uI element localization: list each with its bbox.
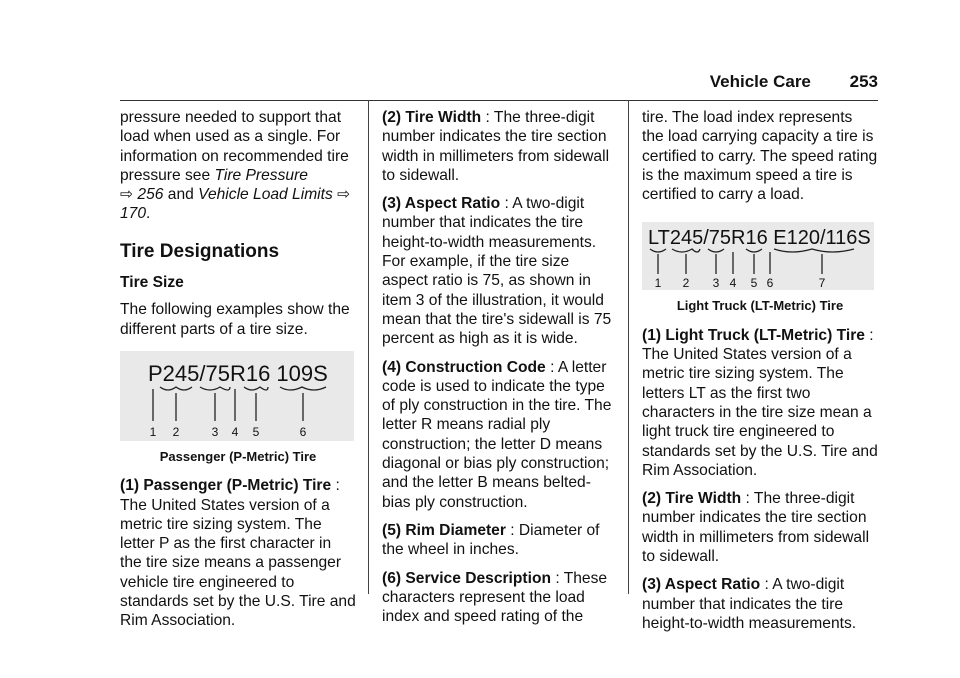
tire-code-text: LT245/75R16 E120/116S [648, 227, 871, 250]
light-truck-tire-figure [642, 222, 874, 290]
passenger-tire-figure [120, 351, 354, 441]
item-label: (3) Aspect Ratio [642, 576, 761, 594]
header-rule [120, 100, 878, 101]
callout-number-2: 2 [682, 276, 690, 291]
bracket [280, 387, 326, 390]
callout-number-5: 5 [252, 424, 260, 439]
callout-number-4: 4 [231, 424, 239, 439]
item-text: A letter code is used to indicate the type of ply construction in the tire. The letter R means radial ply construction; the letter D means diagonal or bias ply construction; and the letter B means belted-bias ply construction. [382, 358, 612, 511]
bracket [200, 387, 230, 390]
item-label: (2) Tire Width [642, 490, 742, 508]
item-paragraph: (2) Tire Width : The three-digit number indicates the tire section width in millimeters from sidewall to sidewall. [642, 490, 870, 566]
item-paragraph: (5) Rim Diameter : Diameter of the wheel in inches. [382, 521, 600, 559]
item-1-paragraph: (1) Passenger (P-Metric) Tire : The United States version of a metric tire sizing system. The letter P as the first character in the tire size means a passenger vehicle tire engineered to standards set by the U.S. Tire and Rim Association. [120, 477, 356, 630]
column-1 [120, 108, 356, 640]
figure-caption: Light Truck (LT-Metric) Tire [676, 298, 844, 314]
item-paragraph: (4) Construction Code : A letter code is used to indicate the type of ply construction in the tire. The letter R means radial ply construction; the letter D means diagonal or bias ply construction; and the letter B means belted-bias ply construction. [382, 358, 612, 511]
callout-number-2: 2 [172, 424, 180, 439]
item-text: The United States version of a metric tire sizing system. The letter P as the first character in the tire size means a passenger vehicle tire engineered to standards set by the U.S. Tire and Rim Association. [120, 496, 356, 630]
column-2 [382, 108, 618, 635]
examples-paragraph: The following examples show the different parts of a tire size. [120, 301, 350, 338]
tire-code-text: P245/75R16 109S [148, 360, 328, 386]
callout-number-6: 6 [766, 276, 774, 291]
item-text: These characters represent the load index and speed rating of the [382, 569, 608, 626]
item-label: (1) Passenger (P-Metric) Tire [120, 477, 332, 495]
page-ref-arrow-icon: ⇨ [337, 186, 351, 204]
item-label: (1) Light Truck (LT-Metric) Tire [642, 326, 865, 344]
item-paragraph: (3) Aspect Ratio : A two-digit number that indicates the tire height-to-width measurements. For example, if the tire size aspect ratio is 75, as shown in item 3 of the illustration, it would mean that the tire's sidewall is 75 percent as high as it is wide. [382, 195, 612, 348]
item-text: The United States version of a metric tire sizing system. The letters LT as the first two characters in the tire size mean a light truck tire engineered to standards set by the U.S. Tire and Rim Association. [642, 346, 878, 479]
item-label: (3) Aspect Ratio [382, 195, 501, 213]
figure-caption: Passenger (P-Metric) Tire [159, 448, 317, 464]
item-paragraph: (1) Light Truck (LT-Metric) Tire : The United States version of a metric tire sizing system. The letters LT as the first two characters in the tire size mean a light truck tire engineered to standards set by the U.S. Tire and Rim Association. [642, 326, 878, 479]
bracket [244, 387, 268, 390]
section-heading: Tire Designations [120, 240, 280, 262]
item-label: (2) Tire Width [382, 109, 482, 126]
callout-number-3: 3 [211, 424, 219, 439]
item-text: A two-digit number that indicates the tire height-to-width measurements. [642, 576, 857, 632]
item-text: The three-digit number indicates the tire section width in millimeters from sidewall to sidewall. [642, 490, 870, 566]
callout-number-6: 6 [299, 424, 307, 439]
item-text: Diameter of the wheel in inches. [382, 521, 600, 559]
page-ref-arrow-icon: ⇨ [120, 186, 134, 204]
callout-number-4: 4 [729, 276, 737, 291]
page-number: 253 [849, 72, 878, 91]
page-header [710, 72, 878, 92]
item-paragraph: (2) Tire Width : The three-digit number indicates the tire section width in millimeters from sidewall to sidewall. [382, 109, 610, 184]
callout-number-5: 5 [750, 276, 758, 291]
and-text: and [163, 186, 199, 204]
callout-number-1: 1 [149, 424, 157, 439]
callout-number-7: 7 [818, 276, 826, 291]
intro-paragraph: pressure needed to support that load when used as a single. For information on recommended tire pressure see Tire Pressure ⇨ 256 and Vehicle Load Limits ⇨ 170. [120, 109, 351, 223]
tire-pressure-page-ref[interactable]: 256 [137, 186, 164, 204]
light-truck-tire-diagram [642, 222, 874, 290]
column-3 [642, 108, 878, 642]
column-divider [368, 100, 369, 594]
vehicle-load-limits-link[interactable]: Vehicle Load Limits [198, 186, 333, 204]
item-label: (4) Construction Code [382, 358, 546, 376]
item-label: (5) Rim Diameter [382, 521, 506, 539]
callout-number-3: 3 [712, 276, 720, 291]
item-text: The three-digit number indicates the tire section width in millimeters from sidewall to sidewall. [382, 109, 610, 184]
bracket [160, 387, 192, 390]
passenger-tire-diagram [120, 351, 354, 441]
column-divider [628, 100, 629, 594]
intro-text: pressure needed to support that load when used as a single. For information on recommended tire pressure see [120, 109, 349, 184]
item-paragraph: (3) Aspect Ratio : A two-digit number that indicates the tire height-to-width measurements. [642, 576, 857, 632]
vehicle-load-limits-page-ref[interactable]: 170 [120, 205, 147, 223]
item-text: A two-digit number that indicates the tire height-to-width measurements. For example, if the tire size aspect ratio is 75, as shown in item 3 of the illustration, it would mean that the tire's sidewall is 75 percent as high as it is wide. [382, 195, 612, 348]
subheading: Tire Size [120, 274, 184, 292]
continued-paragraph: tire. The load index represents the load carrying capacity a tire is certified to carry. The speed rating is the maximum speed a tire is certified to carry a load. [642, 109, 878, 204]
callout-number-1: 1 [654, 276, 662, 291]
item-paragraph: (6) Service Description : These characters represent the load index and speed rating of the [382, 569, 608, 626]
section-title: Vehicle Care [709, 72, 811, 91]
tire-pressure-link[interactable]: Tire Pressure [214, 166, 308, 184]
item-label: (6) Service Description [382, 569, 551, 587]
